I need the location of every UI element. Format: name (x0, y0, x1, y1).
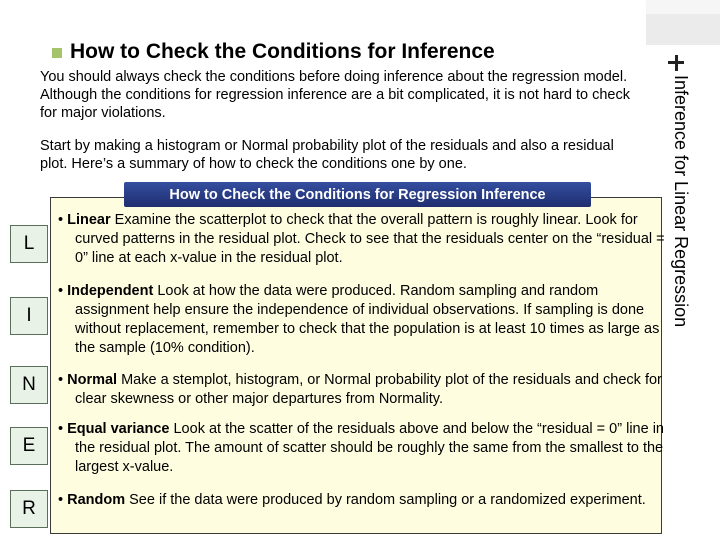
condition-equal-variance (58, 420, 671, 477)
letter-l-box (10, 225, 48, 263)
letter-i-box (10, 297, 48, 335)
side-title: Inference for Linear Regression (671, 75, 691, 328)
letter-n-box (10, 366, 48, 404)
condition-text: See if the data were produced by random sampling or a randomized experiment. (125, 492, 646, 508)
condition-text: Examine the scatterplot to check that the overall pattern is roughly linear. Look for curved patterns in the residual plot. Check to see that the residuals center on the “residual = 0” line at each x-value in the residual plot. (75, 212, 665, 266)
condition-term: Independent (67, 283, 154, 299)
bullet: • (58, 421, 64, 437)
condition-random (58, 491, 671, 510)
letter-n: N (22, 374, 36, 395)
condition-text: Look at the scatter of the residuals above and below the “residual = 0” line in the residual plot. The amount of scatter should be roughly the same from the smallest to the largest x-value. (75, 421, 664, 475)
bullet: • (58, 372, 64, 388)
condition-term: Random (67, 492, 126, 508)
letter-e-box (10, 427, 48, 465)
condition-term: Equal variance (67, 421, 170, 437)
condition-text: Make a stemplot, histogram, or Normal probability plot of the residuals and check for clear skewness or other major departures from Normality. (75, 372, 662, 407)
condition-linear (58, 211, 671, 268)
letter-l: L (23, 233, 35, 254)
square-bullet-icon (52, 48, 62, 58)
corner-decoration-light (646, 0, 720, 14)
side-title-container (668, 75, 694, 360)
plus-icon (668, 55, 684, 71)
bullet: • (58, 283, 64, 299)
condition-normal (58, 371, 671, 409)
intro-paragraph-2: Start by making a histogram or Normal probability plot of the residuals and also a residual plot. Here’s a summary of how to check the conditions one by one. (40, 138, 614, 172)
condition-text: Look at how the data were produced. Random sampling and random assignment help ensure the independence of individual observations. If sampling is done without replacement, remember to check that the population is at least 10 times as large as the sample (10% condition). (75, 283, 660, 356)
condition-term: Linear (67, 212, 111, 228)
letter-r-box (10, 490, 48, 528)
intro-paragraph-1: You should always check the conditions before doing inference about the regression model. Although the conditions for regression inference are a bit complicated, it is not hard to check for major violations. (40, 69, 630, 121)
title-row (52, 38, 495, 66)
condition-independent (58, 282, 671, 358)
letter-e: E (22, 435, 36, 456)
letter-r: R (22, 498, 36, 519)
table-header: How to Check the Conditions for Regression Inference (124, 182, 591, 207)
letter-i: I (26, 305, 32, 326)
bullet: • (58, 492, 64, 508)
bullet: • (58, 212, 64, 228)
condition-term: Normal (67, 372, 118, 388)
slide-title: How to Check the Conditions for Inference (70, 40, 495, 63)
